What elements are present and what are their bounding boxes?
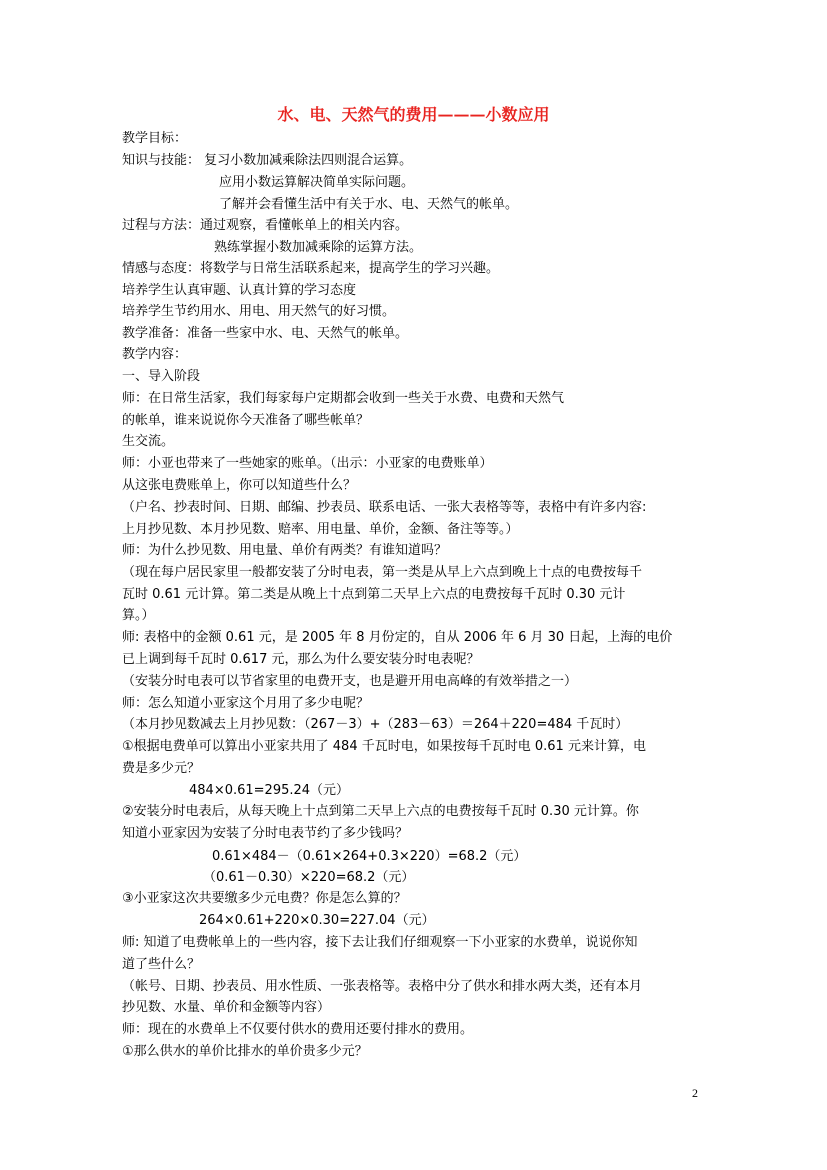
text-line: 过程与方法：通过观察，看懂帐单上的相关内容。 xyxy=(122,218,409,233)
text-line: 抄见数、水量、单价和金额等内容） xyxy=(122,1000,331,1015)
text-line: 教学准备：准备一些家中水、电、天然气的帐单。 xyxy=(122,326,409,341)
text-line: （户名、抄表时间、日期、邮编、抄表员、联系电话、一张大表格等等，表格中有许多内容: xyxy=(122,500,647,515)
text-line: （现在每户居民家里一般都安装了分时电表，第一类是从早上六点到晚上十点的电费按每千 xyxy=(122,565,643,580)
text-line: ①根据电费单可以算出小亚家共用了 484 千瓦时电，如果按每千瓦时电 0.61 元来计算，电 xyxy=(122,739,646,754)
text-line: 的帐单，谁来说说你今天准备了哪些帐单？ xyxy=(122,413,370,428)
text-line: 已上调到每千瓦时 0.617 元，那么为什么要安装分时电表呢？ xyxy=(122,652,480,667)
text-line: ②安装分时电表后，从每天晚上十点到第二天早上六点的电费按每千瓦时 0.30 元计算。你 xyxy=(122,804,639,819)
text-line: 应用小数运算解决简单实际问题。 xyxy=(219,175,415,190)
text-line: 从这张电费账单上，你可以知道些什么？ xyxy=(122,478,357,493)
text-line: 熟练掌握小数加减乘除的运算方法。 xyxy=(214,240,423,255)
text-line: 情感与态度：将数学与日常生活联系起来，提高学生的学习兴趣。 xyxy=(122,261,500,276)
text-line: 知道小亚家因为安装了分时电表节约了多少钱吗？ xyxy=(122,826,409,841)
text-line: 瓦时 0.61 元计算。第二类是从晚上十点到第二天早上六点的电费按每千瓦时 0.30 元计 xyxy=(122,587,626,602)
formula-line: （0.61－0.30）×220=68.2（元） xyxy=(203,870,415,885)
text-line: 师：为什么抄见数、用电量、单价有两类？有谁知道吗？ xyxy=(122,543,448,558)
text-line: ①那么供水的单价比排水的单价贵多少元？ xyxy=(122,1044,368,1059)
text-line: 了解并会看懂生活中有关于水、电、天然气的帐单。 xyxy=(219,197,519,212)
text-line: 培养学生认真审题、认真计算的学习态度 xyxy=(122,283,357,298)
text-line: 师: 表格中的金额 0.61 元，是 2005 年 8 月份定的，自从 2006 年 6 月 30 日起，上海的电价 xyxy=(122,630,673,645)
text-line: 师: 知道了电费帐单上的一些内容，接下去让我们仔细观察一下小亚家的水费单，说说你知 xyxy=(122,935,638,950)
document-title: 水、电、天然气的费用———小数应用 xyxy=(277,105,550,124)
text-line: （本月抄见数减去上月抄见数：（267－3）+（283－63）＝264＋220=484 千瓦时） xyxy=(122,717,629,732)
page-number: 2 xyxy=(692,1086,698,1100)
text-line: 师：在日常生活家，我们每家每户定期都会收到一些关于水费、电费和天然气 xyxy=(122,391,565,406)
section-heading: 一、导入阶段 xyxy=(122,369,201,384)
text-line: 知识与技能： 复习小数加减乘除法四则混合运算。 xyxy=(122,153,413,168)
formula-line: 264×0.61+220×0.30=227.04（元） xyxy=(199,913,435,928)
formula-line: 484×0.61=295.24（元） xyxy=(189,783,350,798)
text-line: （安装分时电表可以节省家里的电费开支，也是避开用电高峰的有效举措之一） xyxy=(122,674,578,689)
text-line: 教学目标： xyxy=(122,131,188,146)
text-line: 师：现在的水费单上不仅要付供水的费用还要付排水的费用。 xyxy=(122,1022,474,1037)
formula-line: 0.61×484－（0.61×264+0.3×220）=68.2（元） xyxy=(212,849,527,864)
text-line: 道了些什么？ xyxy=(122,957,201,972)
text-line: 上月抄见数、本月抄见数、赔率、用电量、单价，金额、备注等等。） xyxy=(122,522,519,537)
text-line: 师：怎么知道小亚家这个月用了多少电呢？ xyxy=(122,696,370,711)
text-line: 培养学生节约用水、用电、用天然气的好习惯。 xyxy=(122,304,396,319)
text-line: ③小亚家这次共要缴多少元电费？你是怎么算的？ xyxy=(122,891,407,906)
text-line: 生交流。 xyxy=(122,434,175,449)
text-line: 教学内容： xyxy=(122,347,188,362)
text-line: 算。） xyxy=(122,608,155,623)
text-line: 师：小亚也带来了一些她家的账单。（出示：小亚家的电费账单） xyxy=(122,456,493,471)
text-line: 费是多少元？ xyxy=(122,761,201,776)
text-line: （帐号、日期、抄表员、用水性质、一张表格等。表格中分了供水和排水两大类，还有本月 xyxy=(122,979,643,994)
